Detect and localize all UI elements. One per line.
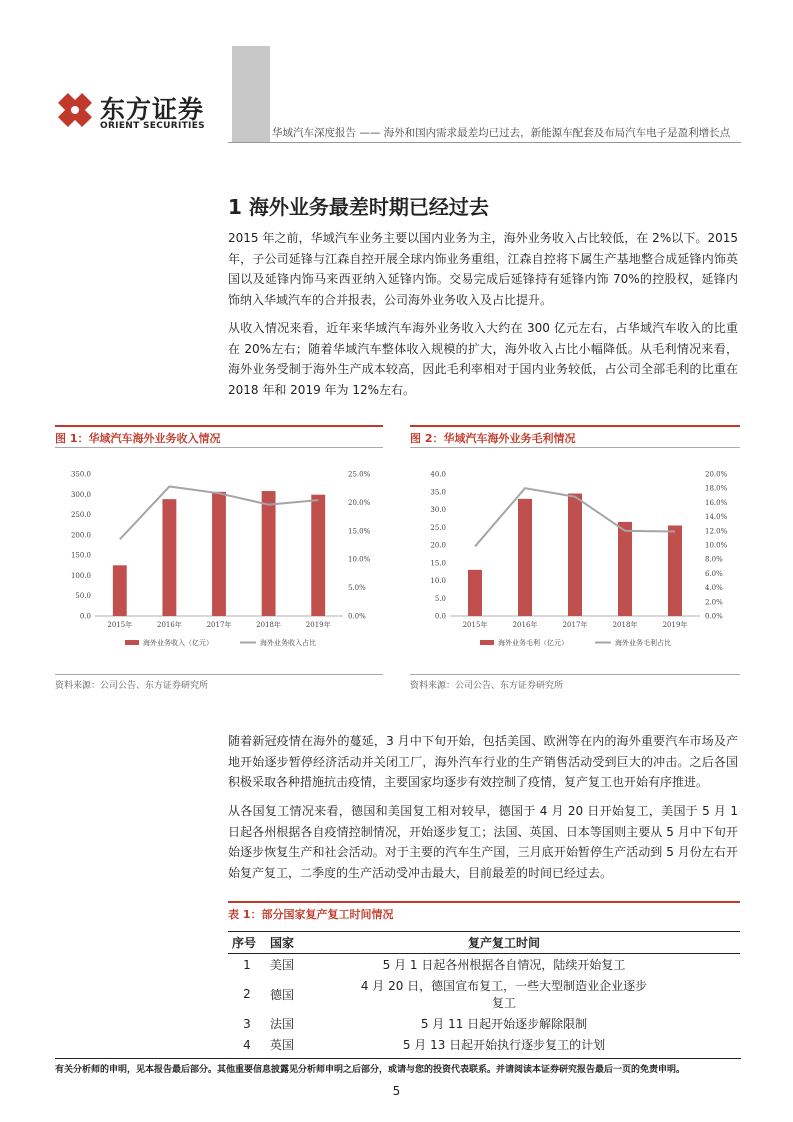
figure-2-source: 资料来源：公司公告、东方证券研究所 xyxy=(410,681,564,691)
figure-2-chart xyxy=(410,460,740,660)
legend-label-line: 海外业务毛利占比 xyxy=(615,639,671,647)
table-header-cell: 复产复工时间 xyxy=(354,932,740,954)
figure-1-title: 图 1：华域汽车海外业务收入情况 xyxy=(55,432,221,445)
x-tick-label: 2016年 xyxy=(512,621,538,629)
y-tick-label: 10.0 xyxy=(430,577,446,585)
y-tick-label: 25.0 xyxy=(430,523,446,532)
y2-tick-label: 5.0% xyxy=(348,584,366,593)
y2-tick-label: 8.0% xyxy=(705,555,723,564)
figure-1-chart xyxy=(55,460,383,660)
y-tick-label: 300.0 xyxy=(70,490,91,499)
legend-label-bar: 海外业务收入（亿元） xyxy=(143,639,213,647)
running-title: 华域汽车深度报告 —— 海外和国内需求最差均已过去，新能源车配套及布局汽车电子是盈利增长点 xyxy=(272,127,731,139)
y2-tick-label: 10.0% xyxy=(705,541,728,550)
bar xyxy=(212,492,226,616)
y-tick-label: 0.0 xyxy=(434,612,446,621)
y2-tick-label: 0.0% xyxy=(705,612,723,621)
figure-2-title-rule xyxy=(410,447,740,448)
logo-text-en: ORIENT SECURITIES xyxy=(100,121,205,131)
table-cell: 德国 xyxy=(270,987,295,1002)
y-tick-label: 0.0 xyxy=(79,612,91,621)
y2-tick-label: 16.0% xyxy=(705,498,728,507)
table-cell: 1 xyxy=(243,957,251,972)
table-row xyxy=(228,1034,740,1055)
table-header-cell: 国家 xyxy=(266,932,354,954)
y2-tick-label: 14.0% xyxy=(705,513,728,522)
x-tick-label: 2017年 xyxy=(562,621,588,629)
table-header-cell: 序号 xyxy=(228,932,266,954)
y2-tick-label: 10.0% xyxy=(348,555,371,564)
y-tick-label: 350.0 xyxy=(70,470,91,479)
y-tick-label: 30.0 xyxy=(430,506,446,514)
figure-1-title-rule xyxy=(55,447,383,448)
x-tick-label: 2019年 xyxy=(305,621,331,629)
figure-1-source: 资料来源：公司公告、东方证券研究所 xyxy=(55,681,209,691)
table-cell: 2 xyxy=(243,987,251,1001)
header-divider xyxy=(228,142,741,143)
figure-2-source-rule xyxy=(410,674,740,675)
table-cell: 4 月 20 日，德国宣布复工，一些大型制造业企业逐步复工 xyxy=(360,979,648,1010)
legend-label-bar: 海外业务毛利（亿元） xyxy=(498,639,568,647)
bar xyxy=(518,499,532,616)
y2-tick-label: 0.0% xyxy=(348,612,366,621)
table-cell: 5 月 1 日起各州根据各自情况，陆续开始复工 xyxy=(382,958,626,972)
figure-2-top-rule xyxy=(410,425,740,427)
y-tick-label: 50.0 xyxy=(75,592,91,601)
bar xyxy=(568,494,582,616)
x-tick-label: 2015年 xyxy=(107,621,133,629)
y-tick-label: 15.0 xyxy=(430,559,446,568)
y-tick-label: 100.0 xyxy=(70,571,91,580)
paragraph-2: 从收入情况来看，近年来华域汽车海外业务收入大约在 300 亿元左右，占华域汽车收入的比重在 20%左右；随着华域汽车整体收入规模的扩大，海外收入占比小幅降低。从毛利情况来看，海外业务受制于海外生产成本较高，因此毛利率相对于国内业务较低，占公司全部毛利的比重在 2018 年和 2019 年为 12%左右。 xyxy=(228,321,738,397)
table-row xyxy=(228,1013,740,1034)
y-tick-label: 200.0 xyxy=(70,531,91,540)
y2-tick-label: 25.0% xyxy=(348,470,371,479)
y2-tick-label: 2.0% xyxy=(705,598,723,607)
x-tick-label: 2018年 xyxy=(612,621,638,629)
y-tick-label: 35.0 xyxy=(430,488,446,497)
orient-logo-icon xyxy=(55,90,95,130)
legend-label-line: 海外业务收入占比 xyxy=(260,639,316,647)
y2-tick-label: 20.0% xyxy=(705,470,728,479)
x-tick-label: 2016年 xyxy=(156,621,182,629)
footer-divider xyxy=(55,1058,741,1059)
y2-tick-label: 15.0% xyxy=(348,527,371,536)
table-cell: 法国 xyxy=(270,1017,295,1031)
paragraph-3: 随着新冠疫情在海外的蔓延，3 月中下旬开始，包括美国、欧洲等在内的海外重要汽车市场及产地开始逐步暂停经济活动并关闭工厂，海外汽车行业的生产销售活动受到巨大的冲击。之后各国积极采取各种措施抗击疫情，主要国家均逐步有效控制了疫情，复产复工也开始有序推进。 xyxy=(228,734,738,789)
table-1 xyxy=(228,931,740,1055)
table-cell: 英国 xyxy=(270,1038,295,1052)
paragraph-4: 从各国复工情况来看，德国和美国复工相对较早，德国于 4 月 20 日开始复工，美国于 5 月 1 日起各州根据各自疫情控制情况，开始逐步复工；法国、英国、日本等国则主要从 5 月中下旬开始逐步恢复生产和社会活动。对于主要的汽车生产国，三月底开始暂停生产活动到 5 月份左右开始复产复工，二季度的生产活动受冲击最大，目前最差的时间已经过去。 xyxy=(228,804,738,880)
y2-tick-label: 6.0% xyxy=(705,569,723,578)
legend-swatch-bar xyxy=(125,640,139,645)
x-tick-label: 2017年 xyxy=(206,621,232,629)
bar xyxy=(262,491,276,616)
bar xyxy=(618,522,632,616)
logo-text-cn: 东方证券 xyxy=(100,95,205,124)
x-tick-label: 2019年 xyxy=(662,621,688,629)
bar xyxy=(668,525,682,616)
y-tick-label: 250.0 xyxy=(70,511,91,520)
footer-disclaimer: 有关分析师的申明，见本报告最后部分。其他重要信息披露见分析师申明之后部分，或请与您的投资代表联系。并请阅读本证券研究报告最后一页的免责申明。 xyxy=(55,1065,686,1075)
y2-tick-label: 18.0% xyxy=(705,484,728,493)
header-grey-block xyxy=(232,46,270,142)
page-number: 5 xyxy=(392,1084,401,1098)
y-tick-label: 40.0 xyxy=(430,470,446,479)
table-row xyxy=(228,975,740,1013)
figure-2-title: 图 2：华域汽车海外业务毛利情况 xyxy=(410,432,576,445)
y2-tick-label: 20.0% xyxy=(348,498,371,507)
table-cell: 5 月 11 日起开始逐步解除限制 xyxy=(420,1017,588,1031)
table-row xyxy=(228,954,740,976)
table-1-title: 表 1：部分国家复产复工时间情况 xyxy=(228,908,394,921)
y-tick-label: 5.0 xyxy=(434,594,446,603)
figure-1-source-rule xyxy=(55,674,383,675)
bar xyxy=(113,565,127,616)
x-tick-label: 2018年 xyxy=(256,621,282,629)
bar xyxy=(162,499,176,616)
bar xyxy=(311,495,325,616)
legend-swatch-bar xyxy=(480,640,494,645)
y-tick-label: 150.0 xyxy=(70,551,91,560)
table-cell: 5 月 13 日起开始执行逐步复工的计划 xyxy=(402,1038,606,1052)
table-cell: 4 xyxy=(243,1037,251,1052)
bar xyxy=(468,570,482,616)
x-tick-label: 2015年 xyxy=(462,621,488,629)
y2-tick-label: 4.0% xyxy=(705,584,723,593)
table-cell: 美国 xyxy=(270,958,295,972)
table-1-top-rule xyxy=(228,901,740,903)
table-header-row xyxy=(228,932,740,954)
paragraph-1: 2015 年之前，华域汽车业务主要以国内业务为主，海外业务收入占比较低，在 2%以下。2015 年，子公司延锋与江森自控开展全球内饰业务重组，江森自控将下属生产基地整合成延锋内饰英国以及延锋内饰马来西亚纳入延锋内饰。交易完成后延锋持有延锋内饰 70%的控股权，延锋内饰纳入华域汽车的合并报表，公司海外业务收入及占比提升。 xyxy=(228,231,738,307)
figure-1-top-rule xyxy=(55,425,383,427)
table-cell: 3 xyxy=(243,1016,251,1031)
y-tick-label: 20.0 xyxy=(430,541,446,550)
section-title: 1 海外业务最差时期已经过去 xyxy=(228,195,489,219)
y2-tick-label: 12.0% xyxy=(705,527,728,536)
